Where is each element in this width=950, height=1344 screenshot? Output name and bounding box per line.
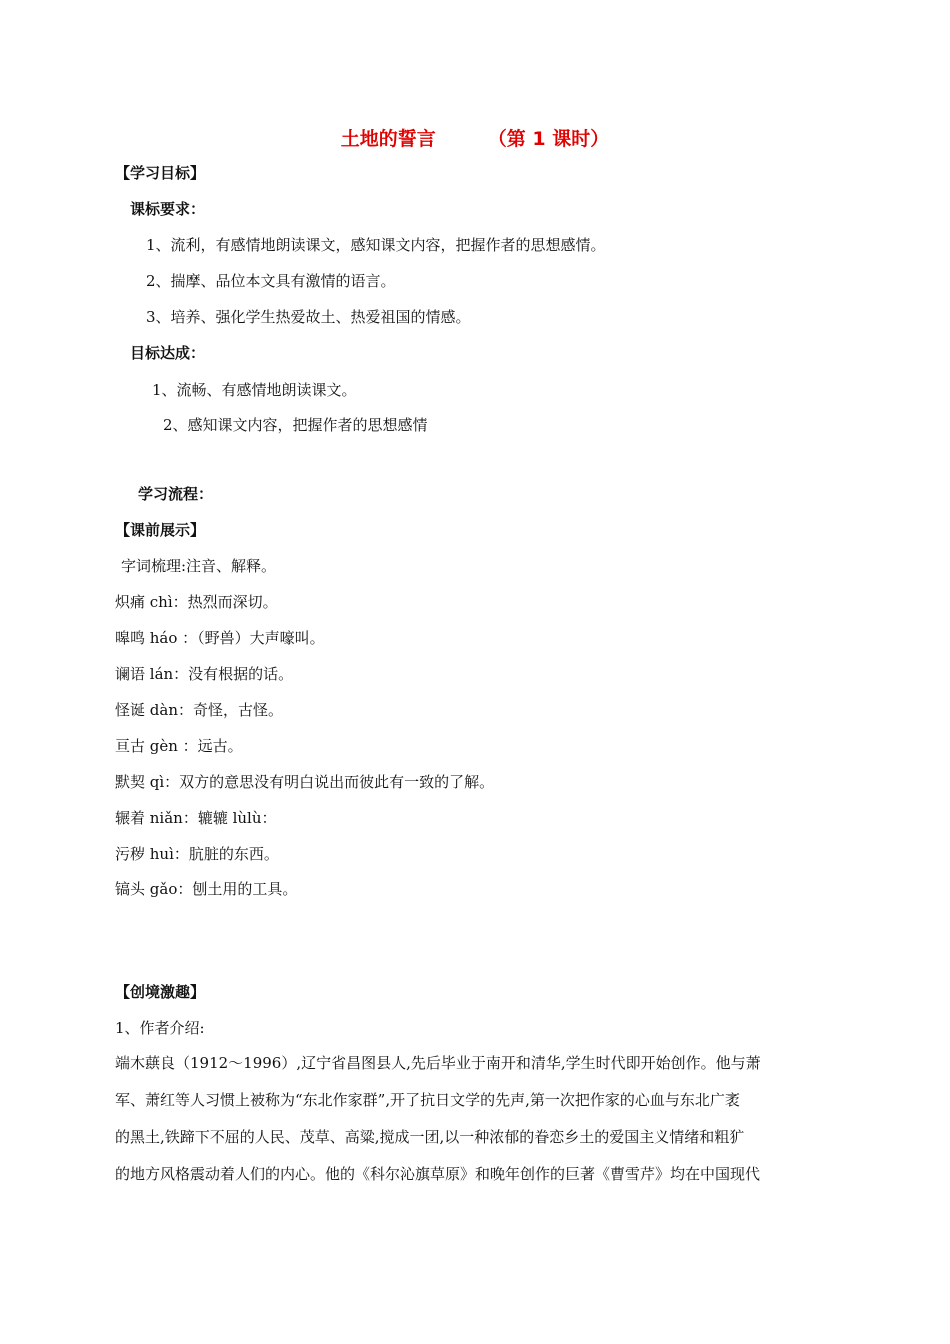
title-main: 土地的誓言 [340, 128, 436, 150]
word-entry: 污秽 huì：肮脏的东西。 [115, 845, 279, 863]
goals-heading: 【学习目标】 [115, 164, 206, 182]
achieve-item: 2、感知课文内容，把握作者的思想感情 [163, 416, 428, 434]
word-entry: 怪诞 dàn：奇怪，古怪。 [115, 701, 283, 719]
standard-item: 1、流利，有感情地朗读课文，感知课文内容，把握作者的思想感情。 [146, 236, 606, 254]
standard-item: 3、培养、强化学生热爱故土、热爱祖国的情感。 [146, 308, 471, 326]
standard-heading: 课标要求： [130, 200, 206, 218]
achieve-heading: 目标达成： [130, 344, 206, 362]
paragraph-line: 军、萧红等人习惯上被称为“东北作家群”,开了抗日文学的先声,第一次把作家的心血与东北广袤 [115, 1091, 740, 1109]
achieve-item: 1、流畅、有感情地朗读课文。 [152, 381, 357, 399]
context-item: 1、作者介绍: [115, 1019, 205, 1037]
preview-heading: 【课前展示】 [115, 521, 206, 539]
paragraph-line: 的黑土,铁蹄下不屈的人民、茂草、高粱,搅成一团,以一种浓郁的眷恋乡土的爱国主义情绪和粗犷 [115, 1128, 745, 1146]
word-entry: 辗着 niǎn：辘辘 lùlù： [115, 809, 277, 827]
paragraph-line: 端木蕻良（1912～1996）,辽宁省昌图县人,先后毕业于南开和清华,学生时代即开始创作。他与萧 [115, 1054, 761, 1072]
author-paragraph [115, 1045, 837, 1193]
word-entry: 镐头 gǎo：刨土用的工具。 [115, 880, 298, 898]
word-entry: 亘古 gèn ：远古。 [115, 737, 243, 755]
word-entry: 嗥鸣 háo ：（野兽）大声嚎叫。 [115, 629, 325, 647]
paragraph-line: 的地方风格震动着人们的内心。他的《科尔沁旗草原》和晚年创作的巨著《曹雪芹》均在中国现代 [115, 1165, 761, 1183]
word-entry: 谰语 lán：没有根据的话。 [115, 665, 294, 683]
context-heading: 【创境激趣】 [115, 983, 206, 1001]
word-entry: 炽痛 chì：热烈而深切。 [115, 593, 278, 611]
title-sub: （第 1 课时） [487, 128, 610, 150]
page-title [0, 124, 950, 151]
standard-item: 2、揣摩、品位本文具有激情的语言。 [146, 272, 396, 290]
word-entry: 默契 qì：双方的意思没有明白说出而彼此有一致的了解。 [115, 773, 495, 791]
process-heading: 学习流程： [138, 485, 214, 503]
preview-intro: 字词梳理:注音、解释。 [121, 557, 277, 575]
